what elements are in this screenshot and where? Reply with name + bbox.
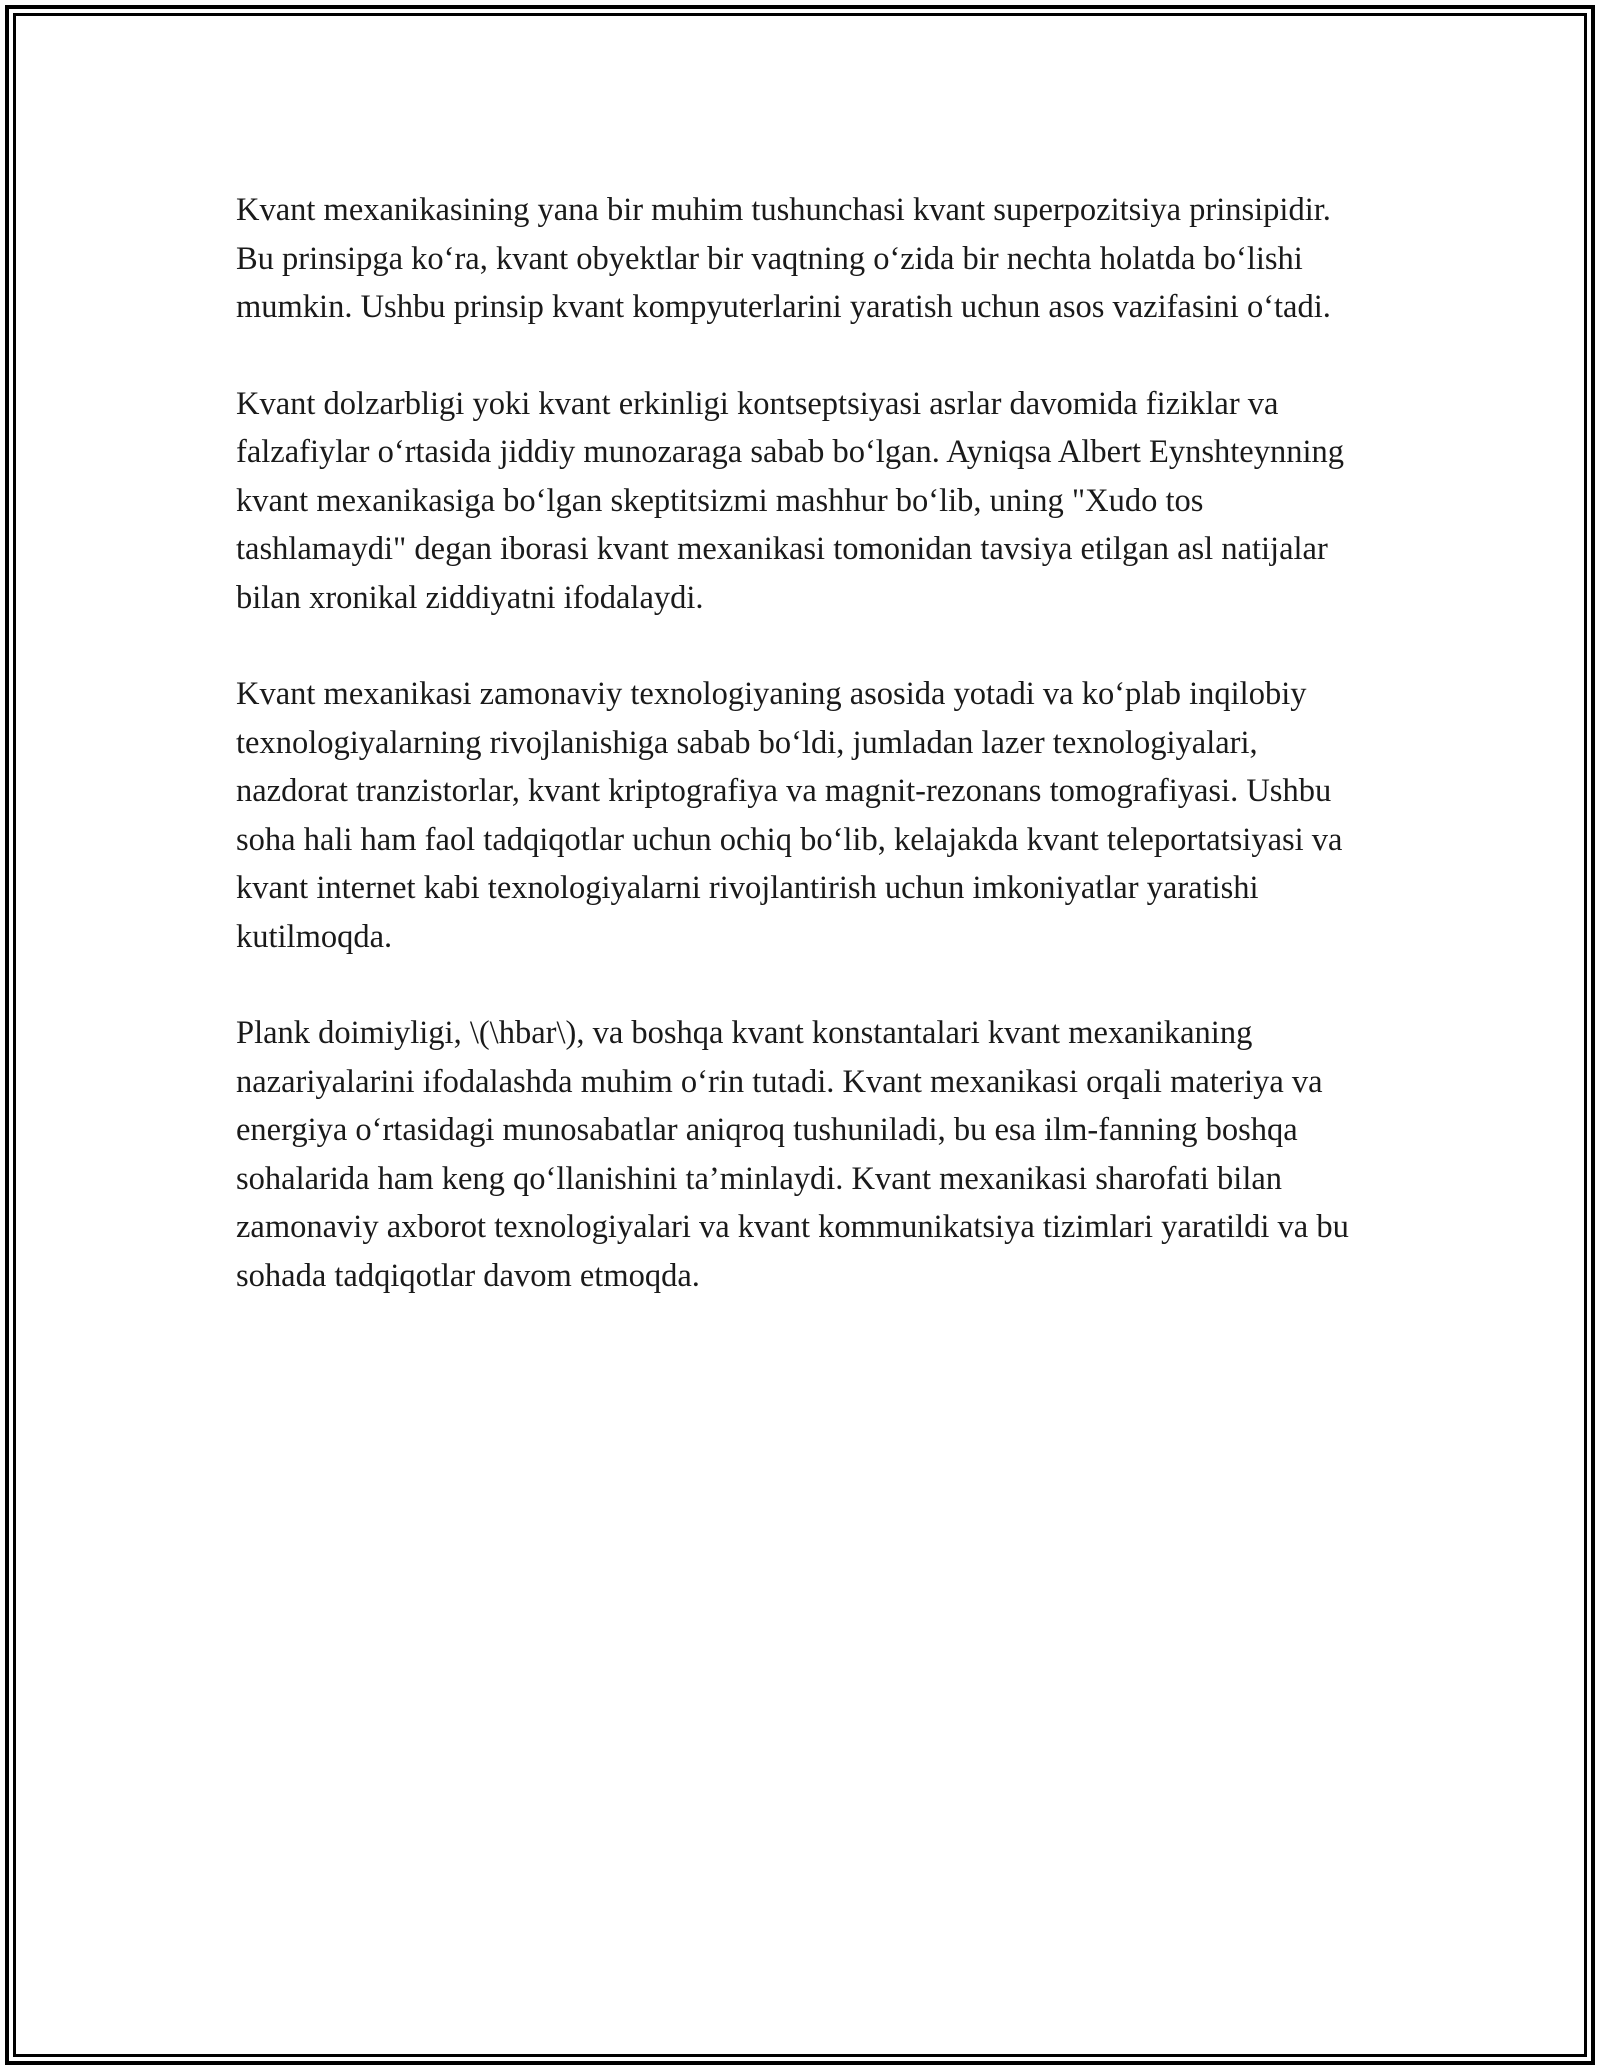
paragraph-superposition: Kvant mexanikasining yana bir muhim tushunchasi kvant superpozitsiya prinsipidir. Bu prinsipga ko‘ra, kvant obyektlar bir vaqtning o‘zida bir nechta holatda bo‘lishi mumkin. Ushbu prinsip kvant kompyuterlarini yaratish uchun asos vazifasini o‘tadi. [236, 192, 1331, 325]
paragraph-technology: Kvant mexanikasi zamonaviy texnologiyaning asosida yotadi va ko‘plab inqilobiy texnologiyalarning rivojlanishiga sabab bo‘ldi, jumladan lazer texnologiyalari, nazdorat tranzistorlar, kvant kriptografiya va magnit-rezonans tomografiyasi. Ushbu soha hali ham faol tadqiqotlar uchun ochiq bo‘lib, kelajakda kvant teleportatsiyasi va kvant internet kabi texnologiyalarni rivojlantirish uchun imkoniyatlar yaratishi kutilmoqda. [236, 676, 1343, 955]
paragraph-einstein-skepticism: Kvant dolzarbligi yoki kvant erkinligi kontseptsiyasi asrlar davomida fiziklar va falzafiylar o‘rtasida jiddiy munozaraga sabab bo‘lgan. Ayniqsa Albert Eynshteynning kvant mexanikasiga bo‘lgan skeptitsizmi mashhur bo‘lib, uning "Xudo tos tashlamaydi" degan iborasi kvant mexanikasi tomonidan tavsiya etilgan asl natijalar bilan xronikal ziddiyatni ifodalaydi. [236, 385, 1345, 616]
document-body [236, 186, 1356, 1348]
paragraph-planck-constant: Plank doimiyligi, \(\hbar\), va boshqa kvant konstantalari kvant mexanikaning nazariyalarini ifodalashda muhim o‘rin tutadi. Kvant mexanikasi orqali materiya va energiya o‘rtasidagi munosabatlar aniqroq tushuniladi, bu esa ilm-fanning boshqa sohalarida ham keng qo‘llanishini ta’minlaydi. Kvant mexanikasi sharofati bilan zamonaviy axborot texnologiyalari va kvant kommunikatsiya tizimlari yaratildi va bu sohada tadqiqotlar davom etmoqda. [236, 1015, 1349, 1294]
